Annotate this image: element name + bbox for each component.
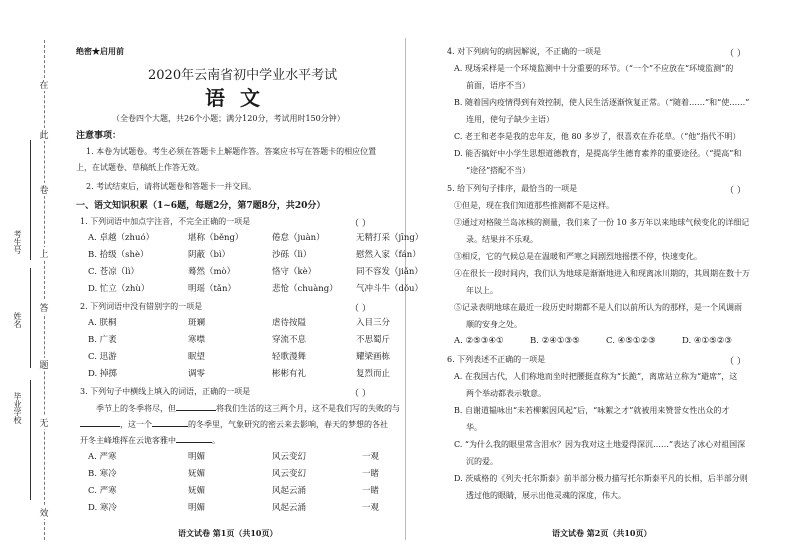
answer-bracket: （ ） — [725, 186, 746, 196]
school-line — [30, 380, 31, 500]
q4-option-d: D. 能否搞好中小学生思想道德教育，是提高学生德育素养的重要途径。（“提高”和 — [454, 149, 742, 158]
option-text: 一观 — [362, 452, 380, 462]
seal-char: 卷 — [38, 183, 50, 196]
seal-char: 无 — [38, 416, 50, 429]
option-text: 明瑶（tǎn） — [188, 284, 236, 294]
passage-text: ，这一个 — [120, 420, 152, 429]
option-text: 一观 — [362, 503, 380, 513]
q6-option-d: D. 茨威格的《列夫·托尔斯泰》前半部分极力描写托尔斯泰平凡的长相，后半部分则 — [454, 474, 748, 483]
q6-option-c-cont: 沉的爱。 — [466, 457, 498, 466]
q5-sentence-cont: 年以上。 — [466, 286, 498, 295]
option-text: 蓦然（mò） — [188, 267, 236, 277]
answer-bracket: （ ） — [725, 357, 746, 367]
q1-option-a — [88, 233, 423, 244]
q4-option-c: C. 老王和老李是我的忠年友，他 80 多岁了，很喜欢在乔花草。（“他”指代不明） — [454, 132, 741, 141]
label-name: 姓名 — [13, 312, 22, 328]
answer-bracket: （ ） — [350, 304, 371, 314]
seal-char: 题 — [38, 358, 50, 371]
q3-option-d — [88, 503, 379, 514]
option-text: 堪称（běng） — [188, 233, 244, 243]
passage-text: 将我们生活的这三两个月，这不是我们写的失败的与 — [216, 404, 400, 413]
q5-sentence: ③相反，它的气候总是在温暖和严寒之间剧烈地摇摆不停，快速变化。 — [454, 252, 702, 261]
question-6: 6. 下列表述不正确的一项是 — [447, 355, 546, 364]
option-text: 倦怠（juàn） — [272, 233, 325, 243]
option-text: 同不容发（jiǎn） — [356, 267, 423, 277]
q4-option-b: B. 随着国内疫情得到有效控制，使人民生活逐渐恢复正常。（“随着……”和“使……” — [454, 98, 750, 107]
option-text: B. 寒冷 — [88, 469, 117, 479]
q5-sentence: ⑤记录表明地球在最近一段历史时期都不是人们以前所认为的那样，是一个风调雨 — [454, 303, 742, 312]
option-text: 妩媚 — [188, 486, 206, 496]
question-3: 3. 下列句子中横线上填入的词语，正确的一项是 — [80, 387, 251, 396]
option-text: 阴蔽（bì） — [188, 250, 231, 260]
name-line — [30, 268, 31, 368]
option-text: 虐待按隘 — [272, 318, 307, 328]
option-text: 悲怆（chuàng） — [272, 284, 338, 294]
q6-option-a-cont: 两个举动都表示敬意。 — [466, 389, 546, 398]
q5-sentence-cont: 录。结果并不乐观。 — [466, 235, 538, 244]
blank-line — [80, 426, 120, 427]
option-text: 明媚 — [188, 452, 206, 462]
q5-sentence: ②通过对格陵兰岛冰核的测量，我们来了一份 10 多万年以来地球气候变化的详细记 — [454, 218, 750, 227]
exam-title: 2020年云南省初中学业水平考试 — [148, 68, 338, 83]
option-text: A. 卓越（zhuó） — [88, 233, 155, 243]
q5-options — [454, 336, 732, 347]
q6-option-c: C. “为什么我的眼里常含泪水？因为我对这土地爱得深沉……”表达了冰心对祖国深 — [454, 440, 746, 449]
option-text: B. ②④①③⑤ — [530, 336, 580, 346]
blank-line — [176, 442, 212, 443]
option-text: A. 朕桐 — [88, 318, 117, 328]
q4-option-a-cont: 前面，语序不当） — [466, 81, 530, 90]
passage-text: 的冬季里，气象研究的密云来去影响，春天的梦想的各社 — [188, 420, 388, 429]
q2-option-a — [88, 318, 390, 329]
option-text: 耀梁画栋 — [356, 352, 391, 362]
option-text: 复烈而止 — [356, 369, 391, 379]
q3-option-b — [88, 469, 379, 480]
note-1-cont: 上，在试题卷、草稿纸上作答无效。 — [76, 163, 204, 172]
option-text: B. 拾级（shè） — [88, 250, 149, 260]
label-candidate-no: 考生号 — [13, 230, 22, 254]
option-text: 轻歌漫舞 — [272, 352, 307, 362]
option-text: C. 迅游 — [88, 352, 117, 362]
q1-option-b — [88, 250, 421, 261]
option-text: C. 苍凉（lì） — [88, 267, 140, 277]
option-text: 一睹 — [362, 469, 380, 479]
option-text: 彬彬有礼 — [272, 369, 307, 379]
q3-option-c — [88, 486, 379, 497]
option-text: 风起云涌 — [272, 503, 307, 513]
seal-char: 效 — [38, 506, 50, 519]
q3-passage-line-2 — [80, 419, 388, 430]
passage-text: 季节上的冬季将尽，但 — [96, 404, 176, 413]
option-text: A. ②⑤③④① — [454, 336, 504, 346]
q2-option-b — [88, 335, 390, 346]
option-text: A. 严寒 — [88, 452, 117, 462]
option-text: 眠望 — [188, 352, 206, 362]
q1-option-d — [88, 284, 423, 295]
option-text: 一睹 — [362, 486, 380, 496]
seal-char: 此 — [38, 128, 50, 141]
secret-mark: 绝密★启用前 — [76, 46, 124, 56]
page-1-footer: 语文试卷 第1页（共10页） — [178, 528, 278, 538]
page-2-footer: 语文试卷 第2页（共10页） — [552, 528, 652, 538]
option-text: 明媚 — [188, 503, 206, 513]
option-text: 妩媚 — [188, 469, 206, 479]
answer-bracket: （ ） — [350, 389, 371, 399]
blank-line — [152, 426, 188, 427]
q6-option-b-cont: 华。 — [466, 423, 482, 432]
option-text: 恪守（kè） — [272, 267, 317, 277]
option-text: 风云变幻 — [272, 469, 307, 479]
label-school: 毕业学校 — [13, 392, 22, 424]
option-text: 入目三分 — [356, 318, 391, 328]
seal-char: 在 — [38, 78, 50, 91]
q3-passage-line-3 — [80, 435, 220, 446]
q4-option-a: A. 现场采样是一个环境监测中十分重要的环节。（“一个”不应放在“环境监测”的 — [454, 64, 734, 73]
q3-option-a — [88, 452, 379, 463]
q1-option-c — [88, 267, 423, 278]
seal-char: 答 — [38, 301, 50, 314]
option-text: D. 忙立（zhù） — [88, 284, 150, 294]
option-text: 沙砾（lì） — [272, 250, 312, 260]
q5-sentence-cont: 顺的安身之处。 — [466, 320, 522, 329]
question-1: 1. 下列词语中加点字注音，不完全正确的一项是 — [80, 217, 251, 226]
q6-option-a: A. 在我国古代，人们称地而坐时把腰挺直称为“长跪”，离席站立称为“避席”，这 — [454, 372, 738, 381]
question-2: 2. 下列词语中没有错别字的一项是 — [80, 302, 203, 311]
q2-option-d — [88, 369, 390, 380]
q3-passage-line-1 — [96, 403, 400, 414]
option-text: 穿流不息 — [272, 335, 307, 345]
answer-bracket: （ ） — [350, 219, 371, 229]
notes-title: 注意事项： — [76, 131, 122, 141]
candidate-no-line — [30, 140, 31, 260]
section-1-heading: 一、语文知识积累（1~6题，每题2分，第7题8分，共20分） — [76, 201, 326, 211]
subject-title: 语 文 — [205, 86, 264, 110]
option-text: D. 掉掷 — [88, 369, 117, 379]
seal-char: 上 — [38, 247, 50, 260]
option-text: 风起云涌 — [272, 486, 307, 496]
option-text: 调零 — [188, 369, 206, 379]
answer-bracket: （ ） — [725, 49, 746, 59]
option-text: C. 严寒 — [88, 486, 117, 496]
q2-option-c — [88, 352, 390, 363]
option-text: D. 寒冷 — [88, 503, 117, 513]
option-text: B. 广袤 — [88, 335, 117, 345]
exam-info: （全卷四个大题，共26个小题；满分120分，考试用时150分钟） — [112, 114, 345, 123]
q4-option-d-cont: “途径”搭配不当） — [466, 166, 531, 175]
q5-sentence: ④在很长一段时间内，我们认为地球是渐渐地进入和现离冰川期的，其周期在数十万 — [454, 269, 750, 278]
passage-text: 。 — [212, 436, 220, 445]
option-text: C. ④⑤①②③ — [606, 336, 656, 346]
option-text: D. ④①⑤②③ — [682, 336, 733, 346]
passage-text: 开冬主峰堆挥在云诡客雅中 — [80, 436, 176, 445]
option-text: 风云变幻 — [272, 452, 307, 462]
option-text: 斑斓 — [188, 318, 206, 328]
note-1: 1. 本卷为试题卷。考生必须在答题卡上解题作答。答案应书写在答题卡的相应位置 — [86, 147, 377, 156]
note-2: 2. 考试结束后，请将试题卷和答题卡一并交回。 — [86, 182, 257, 191]
question-4: 4. 对下列病句的病因解说，不正确的一项是 — [447, 47, 602, 56]
option-text: 气冲斗牛（dǒu） — [356, 284, 424, 294]
q6-option-b: B. 自谢道韫咏出“未若柳絮因风起”后，“咏絮之才”就被用来赞誉女性出众的才 — [454, 406, 730, 415]
option-text: 无精打采（jīng） — [356, 233, 424, 243]
q5-sentence: ①但是，现在我们知道那些推测都不是这样。 — [454, 201, 614, 210]
binding-line — [44, 40, 45, 540]
blank-line — [176, 410, 216, 411]
option-text: 不思蜀斤 — [356, 335, 391, 345]
option-text: 慰然入家（fán） — [356, 250, 421, 260]
question-5: 5. 给下列句子排序，最恰当的一项是 — [447, 184, 578, 193]
q6-option-d-cont: 透过他的眼睛，展示出他灵魂的深度，伟大。 — [466, 491, 626, 500]
q4-option-b-cont: 连用，使句子缺少主语） — [466, 115, 554, 124]
option-text: 寒噤 — [188, 335, 206, 345]
